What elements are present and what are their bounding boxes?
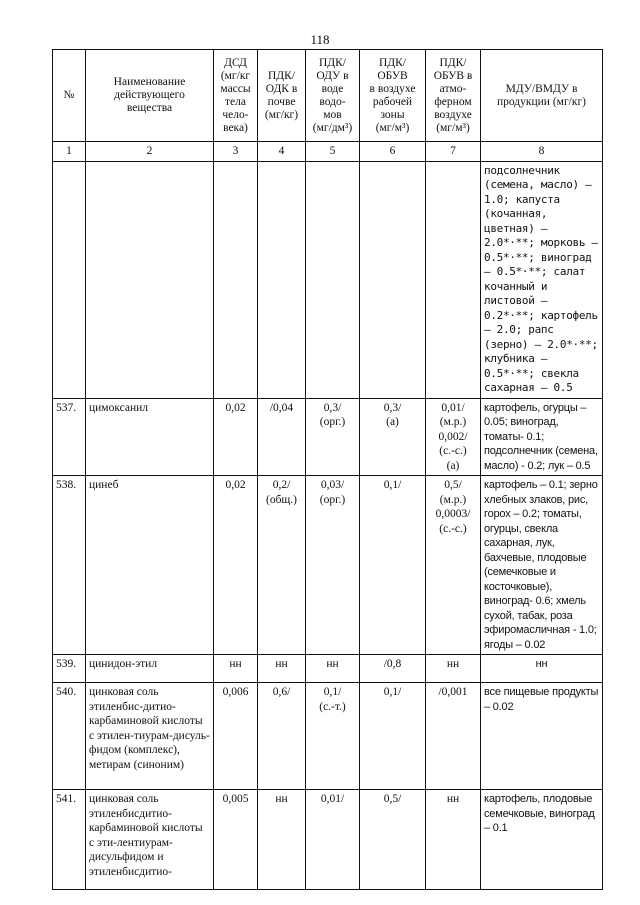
row-work: /0,8 — [360, 655, 426, 683]
row-work — [360, 161, 426, 398]
page-number: 118 — [310, 32, 330, 47]
column-number: 7 — [426, 142, 481, 162]
row-water: 0,3/ (орг.) — [306, 398, 360, 476]
column-number-row — [53, 142, 603, 162]
table-row — [53, 161, 603, 398]
row-soil: нн — [258, 655, 306, 683]
row-name: цинковая соль этиленбисдитио-карбаминовой кислоты с эти-лентиурам-дисульфидом и этиленбисдитио- — [86, 790, 214, 890]
row-water: 0,03/ (орг.) — [306, 476, 360, 655]
row-mdu: подсолнечник (семена, масло) – 1.0; капуста (кочанная, цветная) – 2.0*·**; морковь – 0.5*·**; виноград – 0.5*·**; салат кочанный и листовой – 0.2*·**; картофель – 2.0; рапс (зерно) – 2.0*·**; клубника – 0.5*·**; свекла сахарная – 0.5 — [481, 161, 603, 398]
row-work: 0,1/ — [360, 683, 426, 790]
row-water — [306, 161, 360, 398]
row-soil: /0,04 — [258, 398, 306, 476]
row-work: 0,5/ — [360, 790, 426, 890]
header-row — [53, 50, 603, 142]
row-work: 0,3/ (а) — [360, 398, 426, 476]
row-atm: 0,5/ (м.р.) 0,0003/ (с.-с.) — [426, 476, 481, 655]
row-no: 540. — [53, 683, 86, 790]
row-mdu: картофель, огурцы – 0.05; виноград, томаты- 0.1; подсолнечник (семена, масло) - 0.2; лук – 0.5 — [481, 398, 603, 476]
row-dsd: 0,005 — [214, 790, 258, 890]
header-pdk-soil: ПДК/ ОДК в почве (мг/кг) — [258, 50, 306, 142]
table-row — [53, 476, 603, 655]
row-atm — [426, 161, 481, 398]
row-name: цимоксанил — [86, 398, 214, 476]
row-dsd: нн — [214, 655, 258, 683]
row-water: 0,01/ — [306, 790, 360, 890]
row-dsd: 0,02 — [214, 398, 258, 476]
row-no — [53, 161, 86, 398]
row-dsd — [214, 161, 258, 398]
header-pdk-water: ПДК/ ОДУ в воде водо- мов (мг/дм³) — [306, 50, 360, 142]
row-mdu: нн — [481, 655, 603, 683]
header-no: № — [53, 50, 86, 142]
row-atm: нн — [426, 790, 481, 890]
row-water: нн — [306, 655, 360, 683]
row-no: 541. — [53, 790, 86, 890]
row-mdu: картофель, плодовые семечковые, виноград – 0.1 — [481, 790, 603, 890]
row-no: 537. — [53, 398, 86, 476]
row-name: цинеб — [86, 476, 214, 655]
row-name: цинковая соль этиленбис-дитио-карбаминовой кислоты с этилен-тиурам-дисуль-фидом (комплекс), метирам (синоним) — [86, 683, 214, 790]
column-number: 1 — [53, 142, 86, 162]
column-number: 5 — [306, 142, 360, 162]
column-number: 2 — [86, 142, 214, 162]
table-row — [53, 655, 603, 683]
row-atm: /0,001 — [426, 683, 481, 790]
table-row — [53, 398, 603, 476]
row-soil: 0,2/ (общ.) — [258, 476, 306, 655]
header-mdu: МДУ/ВМДУ в продукции (мг/кг) — [481, 50, 603, 142]
column-number: 4 — [258, 142, 306, 162]
header-dsd: ДСД (мг/кг массы тела чело- века) — [214, 50, 258, 142]
row-name — [86, 161, 214, 398]
row-dsd: 0,006 — [214, 683, 258, 790]
row-soil — [258, 161, 306, 398]
pesticide-table — [52, 49, 603, 890]
column-number: 8 — [481, 142, 603, 162]
row-work: 0,1/ — [360, 476, 426, 655]
table-row — [53, 790, 603, 890]
row-name: цинидон-этил — [86, 655, 214, 683]
table-row — [53, 683, 603, 790]
row-no: 538. — [53, 476, 86, 655]
column-number: 6 — [360, 142, 426, 162]
header-name: Наименование действующего вещества — [86, 50, 214, 142]
row-no: 539. — [53, 655, 86, 683]
row-mdu: все пищевые продукты – 0.02 — [481, 683, 603, 790]
header-pdk-atm: ПДК/ ОБУВ в атмо- ферном воздухе (мг/м³) — [426, 50, 481, 142]
row-atm: нн — [426, 655, 481, 683]
column-number: 3 — [214, 142, 258, 162]
row-dsd: 0,02 — [214, 476, 258, 655]
row-atm: 0,01/ (м.р.) 0,002/ (с.-с.) (а) — [426, 398, 481, 476]
row-soil: 0,6/ — [258, 683, 306, 790]
row-mdu: картофель – 0.1; зерно хлебных злаков, рис, горох – 0.2; томаты, огурцы, свекла сахарная, лук, бахчевые, плодовые (семечковые и косточковые), виноград- 0.6; хмель сухой, табак, роза эфиромасличная - 1.0; ягоды – 0.02 — [481, 476, 603, 655]
row-water: 0,1/ (с.-т.) — [306, 683, 360, 790]
header-pdk-work: ПДК/ ОБУВ в воздухе рабочей зоны (мг/м³) — [360, 50, 426, 142]
row-soil: нн — [258, 790, 306, 890]
